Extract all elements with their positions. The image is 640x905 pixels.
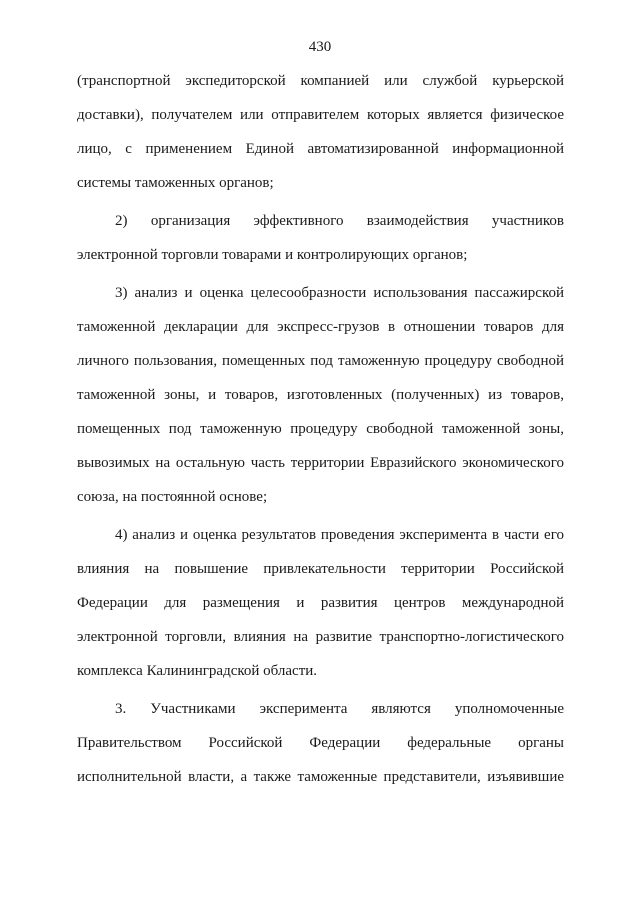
text-line: Правительством Российской Федерации федеральные органы — [77, 735, 564, 751]
text-line: влияния на повышение привлекательности территории Российской — [77, 561, 564, 577]
text-line: электронной торговли товарами и контролирующих органов; — [77, 247, 468, 263]
paragraph-item-2 — [77, 204, 564, 272]
text-line: комплекса Калининградской области. — [77, 663, 318, 679]
text-line: 2) организация эффективного взаимодействия участников — [115, 213, 564, 229]
text-line: 3) анализ и оценка целесообразности использования пассажирской — [115, 285, 564, 301]
text-line: 3. Участниками эксперимента являются уполномоченные — [115, 701, 564, 717]
text-line: союза, на постоянной основе; — [77, 489, 268, 505]
paragraph-item-4 — [77, 518, 564, 688]
text-line: таможенной декларации для экспресс-грузов в отношении товаров для — [77, 319, 564, 335]
text-line: лицо, с применением Единой автоматизированной информационной — [77, 141, 564, 157]
text-line: (транспортной экспедиторской компанией или службой курьерской — [77, 73, 564, 89]
text-line: вывозимых на остальную часть территории Евразийского экономического — [77, 455, 564, 471]
text-line: системы таможенных органов; — [77, 175, 274, 191]
text-line: помещенных под таможенную процедуру свободной таможенной зоны, — [77, 421, 564, 437]
text-line: личного пользования, помещенных под таможенную процедуру свободной — [77, 353, 564, 369]
text-line: 4) анализ и оценка результатов проведения эксперимента в части его — [115, 527, 564, 543]
text-line: Федерации для размещения и развития центров международной — [77, 595, 564, 611]
text-line: доставки), получателем или отправителем которых является физическое — [77, 107, 564, 123]
text-line: исполнительной власти, а также таможенные представители, изъявившие — [77, 769, 564, 785]
page-number: 430 — [308, 39, 332, 55]
paragraph-item-3 — [77, 276, 564, 514]
text-line: таможенной зоны, и товаров, изготовленных (полученных) из товаров, — [77, 387, 564, 403]
text-line: электронной торговли, влияния на развитие транспортно-логистического — [77, 629, 564, 645]
paragraph-continuation — [77, 64, 564, 200]
paragraph-section-3 — [77, 692, 564, 794]
